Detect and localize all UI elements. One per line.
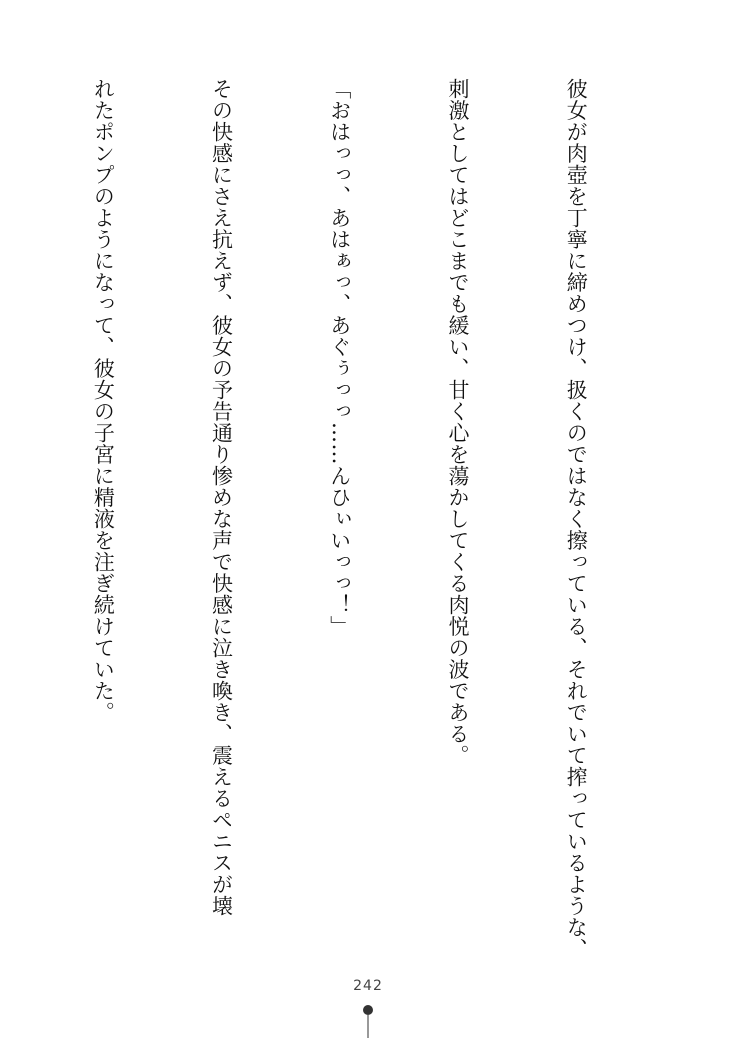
text-line: 彼女が肉壺を丁寧に締めつけ、扱くのではなく擦っている、それでいて搾っているような、 bbox=[564, 78, 589, 960]
text-line: 刺激としてはどこまでも緩い、甘く心を蕩かしてくる肉悦の波である。 bbox=[445, 78, 470, 766]
marker-dot bbox=[363, 1005, 373, 1015]
text-line: れたポンプのようになって、彼女の子宮に精液を注ぎ続けていた。 bbox=[91, 78, 116, 723]
text-line: その快感にさえ抗えず、彼女の予告通り惨めな声で快感に泣き喚き、震えるペニスが壊 bbox=[209, 78, 234, 917]
page-marker-icon bbox=[362, 1004, 374, 1038]
text-line bbox=[0, 78, 4, 968]
vertical-text-body bbox=[54, 78, 674, 968]
page-number: 242 bbox=[353, 978, 383, 994]
text-line: 「おはっっ、あはぁっ、あぐぅっっ……んひぃいっっ！」 bbox=[327, 78, 352, 637]
